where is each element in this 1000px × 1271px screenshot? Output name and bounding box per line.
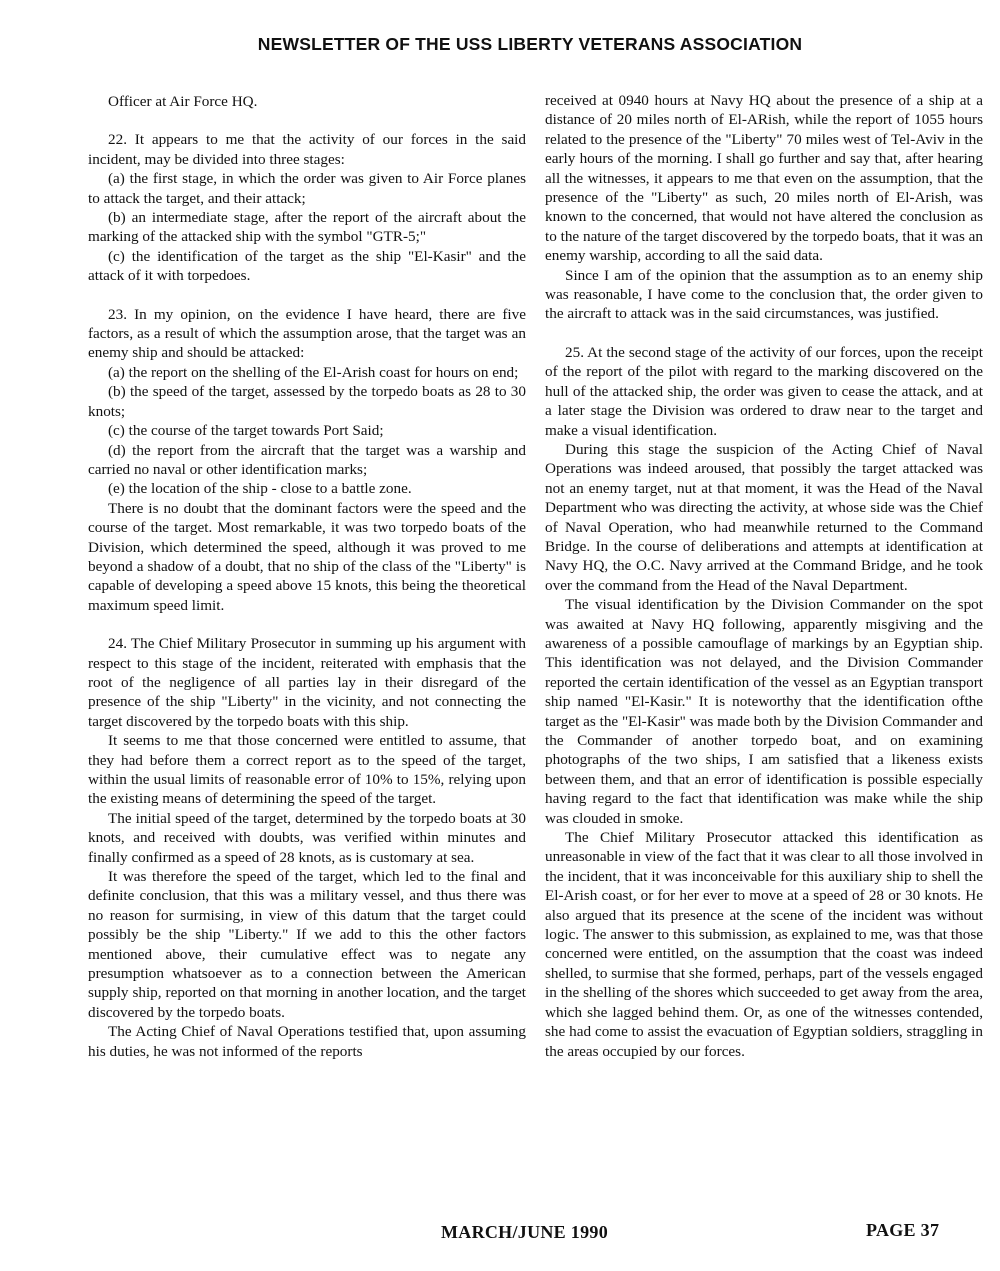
list-item: (c) the identification of the target as the ship "El-Kasir" and the attack of it with torpedoes. bbox=[88, 247, 526, 285]
paragraph: The Acting Chief of Naval Operations testified that, upon assuming his duties, he was not informed of the reports bbox=[88, 1023, 526, 1060]
paragraph: Since I am of the opinion that the assumption as to an enemy ship was reasonable, I have come to the conclusion that, the order given to the aircraft to attack was in the said circumstances, was justified. bbox=[545, 266, 983, 323]
newsletter-header: NEWSLETTER OF THE USS LIBERTY VETERANS ASSOCIATION bbox=[257, 34, 803, 54]
paragraph-22: 22. It appears to me that the activity of our forces in the said incident, may be divided into three stages: bbox=[88, 131, 526, 168]
paragraph: received at 0940 hours at Navy HQ about the presence of a ship at a distance of 20 miles north of El-ARish, while the report of 1055 hours related to the presence of the "Liberty" 70 miles west of Tel-Aviv in the early hours of the morning. I shall go further and say that, after hearing all the witnesses, it appears to me that even on the assumption, that the presence of the "Liberty" as such, 20 miles north of El-Arish, was known to the concerned, that would not have altered the conclusion as to the nature of the target discovered by the torpedo boats, that it was an enemy warship, according to all the said data. bbox=[545, 92, 983, 265]
issue-date: MARCH/JUNE 1990 bbox=[441, 1222, 608, 1242]
paragraph: Officer at Air Force HQ. bbox=[108, 93, 258, 110]
paragraph: It seems to me that those concerned were entitled to assume, that they had before them a correct report as to the speed of the target, within the usual limits of reasonable error of 10% to 15%, relying upon the existing means of determining the speed of the target. bbox=[88, 732, 526, 808]
paragraph-23: 23. In my opinion, on the evidence I have heard, there are five factors, as a result of which the assumption arose, that the target was an enemy ship and should be attacked: bbox=[88, 305, 526, 362]
paragraph-25: 25. At the second stage of the activity of our forces, upon the receipt of the report of the pilot with regard to the marking discovered on the hull of the attacked ship, the order was given to cease the attack, and at a later stage the Division was ordered to draw near to the target and make a visual identification. bbox=[545, 343, 983, 439]
list-item: (b) an intermediate stage, after the report of the aircraft about the marking of the attacked ship with the symbol "GTR-5;" bbox=[88, 209, 526, 246]
list-item: (a) the first stage, in which the order was given to Air Force planes to attack the target, and their attack; bbox=[88, 170, 526, 207]
paragraph-24: 24. The Chief Military Prosecutor in summing up his argument with respect to this stage of the incident, reiterated with emphasis that the root of the negligence of all parties lay in their disregard of the presence of the ship "Liberty" in the vicinity, and not connecting the target discovered by the torpedo boats with this ship. bbox=[88, 635, 526, 730]
paragraph: During this stage the suspicion of the Acting Chief of Naval Operations was indeed aroused, that possibly the target attacked was not an enemy target, nut at that moment, it was the Head of the Naval Department who was directing the activity, at whose side was the Chief of Naval Operation, who had meanwhile returned to the Command Bridge. In the course of deliberations and attempts at identification at Navy HQ, the O.C. Navy arrived at the Command Bridge, and he took over the command from the Head of the Naval Department. bbox=[545, 440, 983, 594]
page-number: PAGE 37 bbox=[866, 1220, 940, 1240]
list-item: (d) the report from the aircraft that the target was a warship and carried no naval or other identification marks; bbox=[88, 441, 526, 478]
left-column bbox=[88, 92, 526, 1061]
list-item: (e) the location of the ship - close to a battle zone. bbox=[108, 480, 412, 498]
list-item: (a) the report on the shelling of the El-Arish coast for hours on end; bbox=[108, 363, 519, 381]
paragraph: The Chief Military Prosecutor attacked this identification as unreasonable in view of the fact that it was clear to all those involved in the incident, that it was inconceivable for this auxiliary ship to shell the El-Arish coast, or for her ever to move at a speed of 28 or 30 knots. He also argued that its presence at the scene of the incident was without logic. The answer to this submission, as explained to me, was that those concerned were entitled, on the assumption that the coast was indeed shelled, to surmise that she formed, perhaps, part of the vessels engaged in the shelling of the shores which succeeded to get away from the area, which she lagged behind them. Or, as one of the witnesses contended, she had come to assist the evacuation of Egyptian soldiers, straggling in the areas occupied by our forces. bbox=[545, 829, 983, 1060]
paragraph: There is no doubt that the dominant factors were the speed and the course of the target. Most remarkable, it was two torpedo boats of the Division, which determined the speed, although it was proved to me beyond a shadow of a doubt, that no ship of the class of the "Liberty" is capable of developing a speed above 15 knots, this being the theoretical maximum speed limit. bbox=[88, 499, 526, 614]
paragraph: The initial speed of the target, determined by the torpedo boats at 30 knots, and received with doubts, was verified within minutes and finally confirmed as a speed of 28 knots, as is customary at sea. bbox=[88, 809, 526, 866]
right-column bbox=[545, 91, 983, 1061]
paragraph: It was therefore the speed of the target, which led to the final and definite conclusion, that this was a military vessel, and thus there was no reason for surmising, in view of this datum that the target could possibly be the ship "Liberty." If we add to this the other factors mentioned above, their cumulative effect was to negate any presumption whatsoever as to a connection between the American supply ship, reported on that morning in another location, and the target discovered by the torpedo boats. bbox=[88, 868, 526, 1021]
list-item: (c) the course of the target towards Port Said; bbox=[108, 422, 384, 440]
paragraph: The visual identification by the Division Commander on the spot was awaited at Navy HQ following, apparently misgiving and the awareness of a possible camouflage of markings by an Egyptian ship. This identification was not delayed, and the Division Commander reported the certain identification of the vessel as an Egyptian transport ship named "El-Kasir." It is noteworthy that the identification ofthe target as the "El-Kasir" was made both by the Division Commander and the Commander of another torpedo boat, and on examining photographs of the two ships, I am satisfied that a likeness exists between them, and that an error of identification is possible especially having regard to the fact that identification was make while the ship was clouded in smoke. bbox=[545, 596, 983, 827]
list-item: (b) the speed of the target, assessed by the torpedo boats as 28 to 30 knots; bbox=[88, 383, 526, 420]
